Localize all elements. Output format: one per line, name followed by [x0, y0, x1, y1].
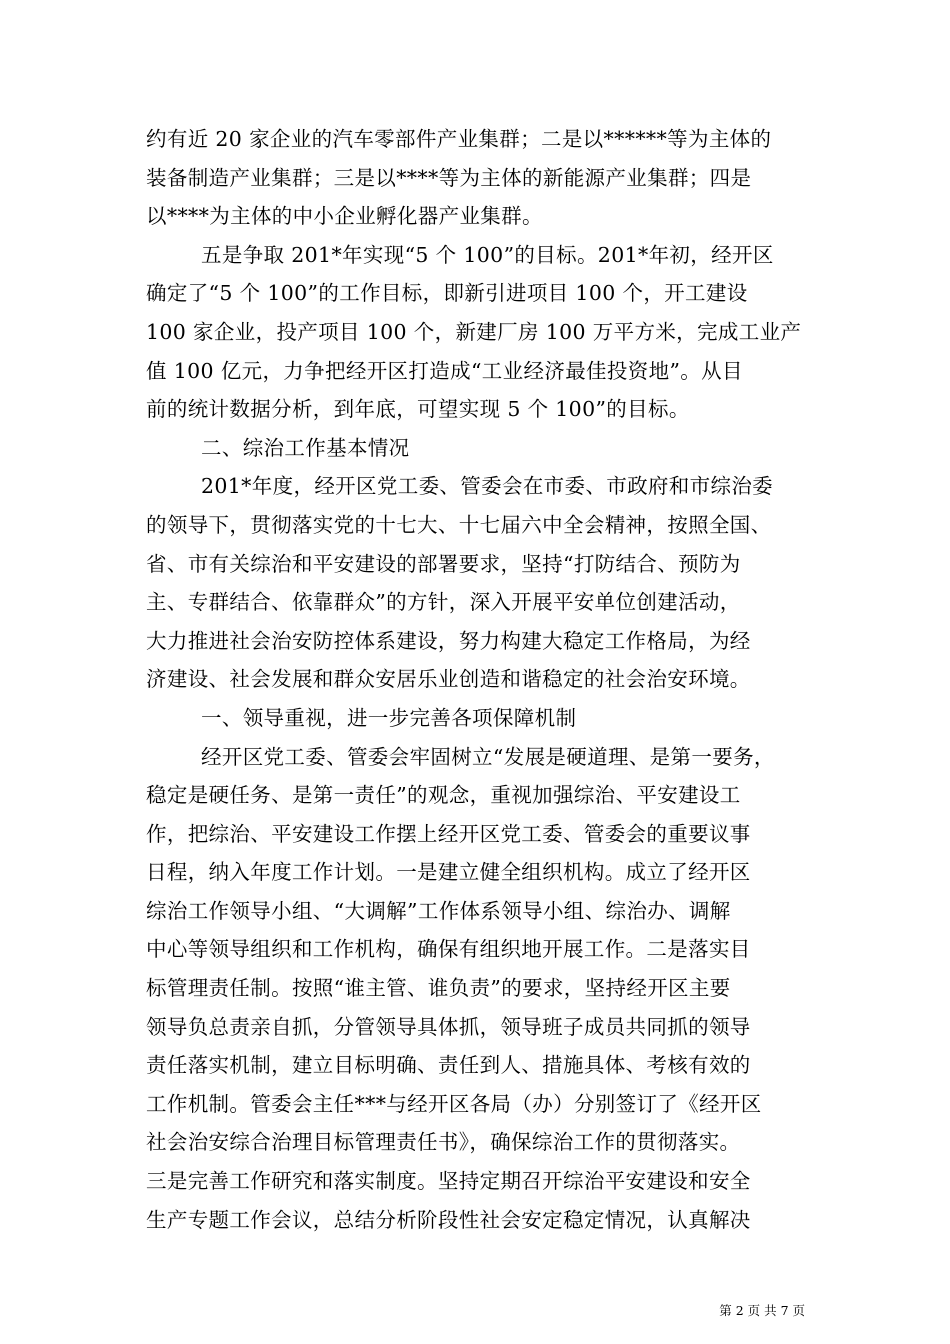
text-line: 前的统计数据分析，到年底，可望实现 5 个 100”的目标。: [146, 397, 690, 422]
text-line: 社会治安综合治理目标管理责任书》，确保综治工作的贯彻落实。: [146, 1130, 741, 1155]
text-line: 100 家企业，投产项目 100 个，新建厂房 100 万平方米，完成工业产: [146, 319, 802, 344]
document-body: [146, 120, 811, 1239]
text-line: 值 100 亿元，力争把经开区打造成“工业经济最佳投资地”。从目: [146, 358, 743, 383]
page-number: 第 2 页 共 7 页: [719, 1303, 805, 1318]
text-line: 标管理责任制。按照“谁主管、谁负责”的要求，坚持经开区主要: [146, 976, 731, 1001]
text-line: 确定了“5 个 100”的工作目标，即新引进项目 100 个，开工建设: [146, 281, 748, 306]
text-line: 责任落实机制，建立目标明确、责任到人、措施具体、考核有效的: [146, 1053, 751, 1078]
text-line: 日程，纳入年度工作计划。一是建立健全组织机构。成立了经开区: [146, 860, 751, 885]
text-line: 主、专群结合、依靠群众”的方针，深入开展平安单位创建活动，: [146, 590, 741, 615]
text-line: 综治工作领导小组、“大调解”工作体系领导小组、综治办、调解: [146, 898, 731, 923]
paragraph-start-line: 经开区党工委、管委会牢固树立“发展是硬道理、是第一要务，: [201, 744, 775, 769]
text-line: 稳定是硬任务、是第一责任”的观念，重视加强综治、平安建设工: [146, 783, 741, 808]
text-line: 的领导下，贯彻落实党的十七大、十七届六中全会精神，按照全国、: [146, 512, 772, 537]
subsection-heading: 一、领导重视，进一步完善各项保障机制: [201, 705, 577, 730]
text-line: 三是完善工作研究和落实制度。坚持定期召开综治平安建设和安全: [146, 1169, 751, 1194]
text-line: 工作机制。管委会主任***与经开区各局（办）分别签订了《经开区: [146, 1091, 762, 1116]
text-line: 作，把综治、平安建设工作摆上经开区党工委、管委会的重要议事: [146, 821, 751, 846]
text-line: 省、市有关综治和平安建设的部署要求，坚持“打防结合、预防为: [146, 551, 741, 576]
paragraph-start-line: 五是争取 201*年实现“5 个 100”的目标。201*年初，经开区: [201, 242, 774, 267]
text-line: 领导负总责亲自抓，分管领导具体抓，领导班子成员共同抓的领导: [146, 1014, 751, 1039]
text-line: 以****为主体的中小企业孵化器产业集群。: [146, 204, 543, 229]
paragraph-start-line: 201*年度，经开区党工委、管委会在市委、市政府和市综治委: [201, 474, 774, 499]
text-line: 装备制造产业集群；三是以****等为主体的新能源产业集群；四是: [146, 165, 752, 190]
text-line: 约有近 20 家企业的汽车零部件产业集群；二是以******等为主体的: [146, 127, 772, 151]
text-line: 中心等领导组织和工作机构，确保有组织地开展工作。二是落实目: [146, 937, 751, 962]
text-line: 生产专题工作会议，总结分析阶段性社会安定稳定情况，认真解决: [146, 1207, 751, 1232]
text-line: 大力推进社会治安防控体系建设，努力构建大稳定工作格局，为经: [146, 628, 751, 653]
text-line: 济建设、社会发展和群众安居乐业创造和谐稳定的社会治安环境。: [146, 667, 751, 692]
section-heading: 二、综治工作基本情况: [201, 435, 410, 460]
